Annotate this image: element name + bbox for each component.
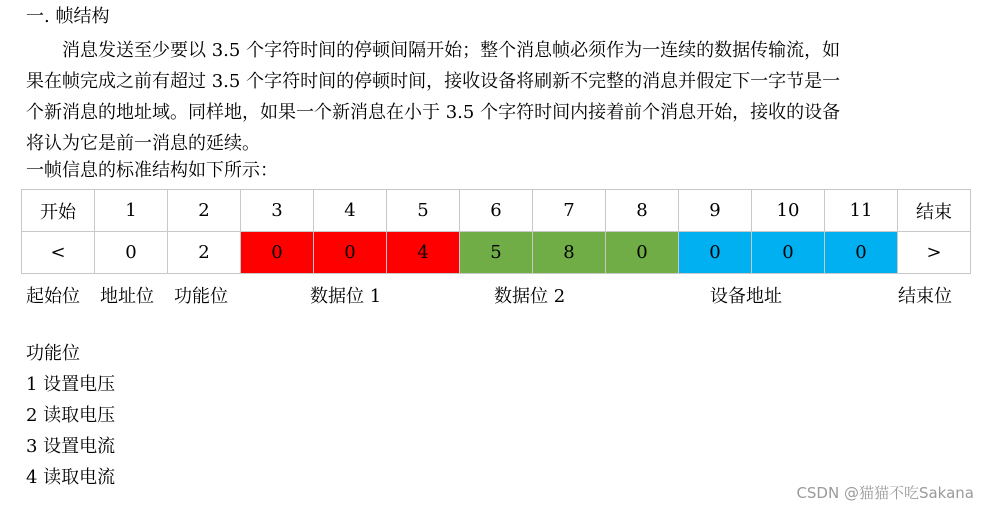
frame-header-row <box>22 190 971 232</box>
header-cell: 6 <box>460 190 533 232</box>
field-label-device-address: 设备地址 <box>710 286 782 307</box>
value-cell: 0 <box>95 232 168 274</box>
value-cell: 0 <box>825 232 898 274</box>
description-paragraph <box>26 35 966 159</box>
header-cell: 3 <box>241 190 314 232</box>
header-cell: 5 <box>387 190 460 232</box>
value-cell: 0 <box>752 232 825 274</box>
header-cell: 1 <box>95 190 168 232</box>
header-cell: 2 <box>168 190 241 232</box>
header-cell: 7 <box>533 190 606 232</box>
paragraph-line: 果在帧完成之前有超过 3.5 个字符时间的停顿时间，接收设备将刷新不完整的消息并假定下一字节是一 <box>26 71 841 92</box>
value-cell: > <box>898 232 971 274</box>
header-cell: 11 <box>825 190 898 232</box>
value-cell: 0 <box>679 232 752 274</box>
field-label-data2: 数据位 2 <box>494 286 566 307</box>
header-cell: 10 <box>752 190 825 232</box>
value-cell: 2 <box>168 232 241 274</box>
header-cell: 8 <box>606 190 679 232</box>
field-label-start: 起始位 <box>26 286 80 307</box>
value-cell: 4 <box>387 232 460 274</box>
header-cell: 4 <box>314 190 387 232</box>
header-cell: 开始 <box>22 190 95 232</box>
function-code-item: 3 设置电流 <box>26 436 116 457</box>
value-cell: 0 <box>606 232 679 274</box>
watermark: CSDN @猫猫不吃Sakana <box>796 484 974 502</box>
field-label-address: 地址位 <box>100 286 154 307</box>
paragraph-line: 将认为它是前一消息的延续。 <box>26 133 260 154</box>
header-cell: 9 <box>679 190 752 232</box>
frame-structure-table <box>21 189 971 274</box>
paragraph-line: 消息发送至少要以 3.5 个字符时间的停顿间隔开始；整个消息帧必须作为一连续的数据传输流，如 <box>62 40 841 61</box>
function-codes-title: 功能位 <box>26 343 80 364</box>
section-heading: 一. 帧结构 <box>26 6 110 27</box>
function-code-item: 4 读取电流 <box>26 467 116 488</box>
function-code-item: 1 设置电压 <box>26 374 116 395</box>
value-cell: 0 <box>314 232 387 274</box>
value-cell: < <box>22 232 95 274</box>
value-cell: 8 <box>533 232 606 274</box>
frame-intro: 一帧信息的标准结构如下所示： <box>26 160 278 181</box>
field-label-data1: 数据位 1 <box>310 286 382 307</box>
header-cell: 结束 <box>898 190 971 232</box>
paragraph-line: 个新消息的地址域。同样地，如果一个新消息在小于 3.5 个字符时间内接着前个消息开始，接收的设备 <box>26 102 841 123</box>
value-cell: 5 <box>460 232 533 274</box>
field-label-end: 结束位 <box>898 286 952 307</box>
field-labels <box>0 282 988 306</box>
frame-value-row <box>22 232 971 274</box>
value-cell: 0 <box>241 232 314 274</box>
field-label-function: 功能位 <box>174 286 228 307</box>
function-code-item: 2 读取电压 <box>26 405 116 426</box>
